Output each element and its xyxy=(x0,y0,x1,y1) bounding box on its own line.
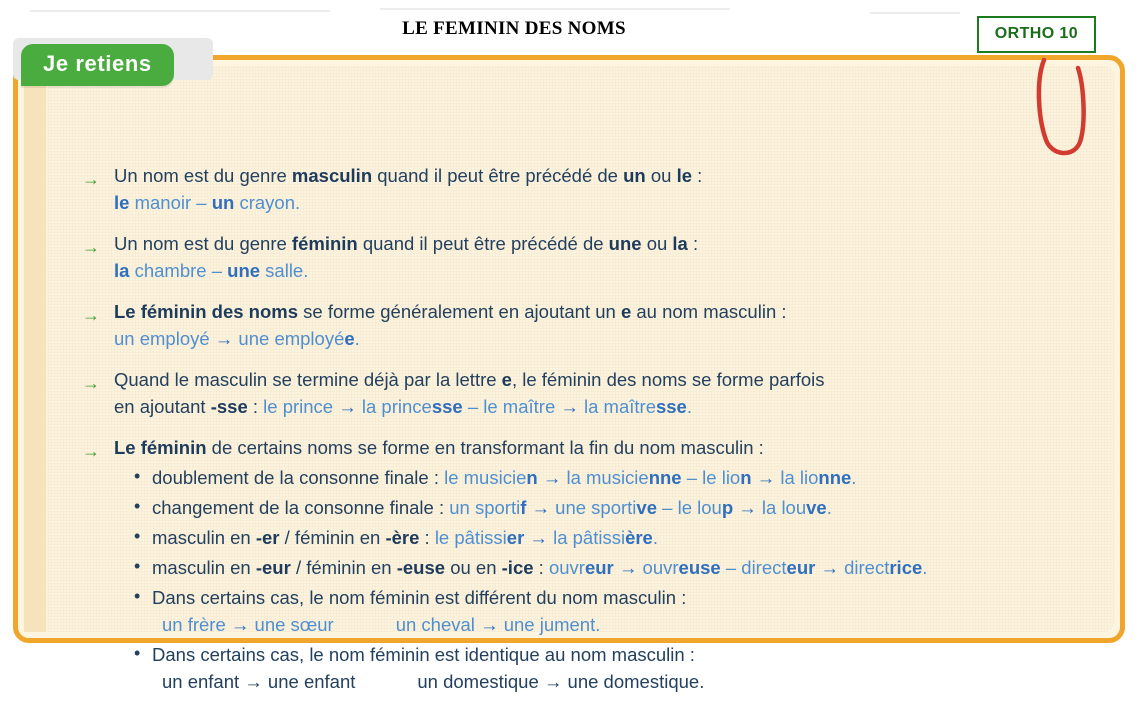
rule-text xyxy=(114,434,1102,461)
arrow-right-icon: → xyxy=(82,373,100,393)
example-highlight: rice xyxy=(889,557,923,578)
rule-text xyxy=(114,162,1102,189)
rule-keyword: Le féminin xyxy=(114,437,207,458)
arrow-right-icon: → xyxy=(214,328,234,349)
rule-suffix: -eur xyxy=(255,557,291,578)
rule-keyword: une xyxy=(608,233,642,254)
example-part: le lio xyxy=(702,467,741,488)
arrow-right-icon: → xyxy=(82,441,100,461)
rule-keyword: Le féminin des noms xyxy=(114,301,299,322)
arrow-right-icon: → xyxy=(82,237,100,257)
rule-text-part: Quand le masculin se termine déjà par la lettre xyxy=(114,369,502,390)
arrow-right-icon: → xyxy=(244,671,263,692)
rule-text-part: de certains noms se forme en transformant la fin du nom masculin : xyxy=(206,437,764,458)
example-highlight: n xyxy=(526,467,538,488)
arrow-right-icon: → xyxy=(543,671,563,692)
rule-text-part: Un nom est du genre xyxy=(114,233,292,254)
example-highlight: n xyxy=(740,467,752,488)
rule-sub-list xyxy=(114,464,1102,695)
rule-text-part: se forme généralement en ajoutant un xyxy=(298,301,621,322)
arrow-right-icon: → xyxy=(560,396,579,417)
example-highlight: sse xyxy=(431,396,463,417)
rule-text-part: au nom masculin : xyxy=(631,301,787,322)
example-part: . xyxy=(851,467,857,488)
rule-text-part: : xyxy=(687,233,699,254)
example-part: une employé xyxy=(233,328,345,349)
example-part: la lio xyxy=(780,467,819,488)
example-highlight: euse xyxy=(678,557,721,578)
rule-text xyxy=(114,230,1102,257)
rule-example xyxy=(114,325,1102,352)
rule-suffix: -ice xyxy=(501,557,534,578)
example-separator: – xyxy=(681,467,703,488)
page-title: LE FEMININ DES NOMS xyxy=(402,18,626,39)
item-label: doublement de la consonne finale : xyxy=(152,467,445,488)
item-label: / féminin en xyxy=(279,527,386,548)
rule-text-part: quand il peut être précédé de xyxy=(357,233,609,254)
example-part: direct xyxy=(844,557,890,578)
example-separator: – xyxy=(720,557,742,578)
example-highlight: ère xyxy=(625,527,653,548)
list-item xyxy=(132,464,1102,491)
example-part: le musicie xyxy=(444,467,527,488)
item-label: Dans certains cas, le nom féminin est identique au nom masculin : xyxy=(152,644,695,665)
example-part: . xyxy=(652,527,658,548)
example-part: . xyxy=(686,396,692,417)
item-label: : xyxy=(533,557,549,578)
rule-example xyxy=(114,189,1102,216)
rule-text-continued xyxy=(114,393,1102,420)
je-retiens-tab: Je retiens xyxy=(21,44,174,86)
arrow-right-icon: → xyxy=(82,305,100,325)
example-part: le maître xyxy=(483,396,561,417)
example-part: un frère xyxy=(162,614,231,635)
rule-text-part: , le féminin des noms se forme parfois xyxy=(511,369,825,390)
rule-text-part: en ajoutant xyxy=(114,396,211,417)
scan-artifact-line xyxy=(870,12,960,14)
example-highlight: er xyxy=(506,527,525,548)
example-part: un enfant xyxy=(162,671,245,692)
example-highlight: eur xyxy=(786,557,816,578)
rule-keyword: masculin xyxy=(291,165,373,186)
example-highlight: p xyxy=(721,497,734,518)
lesson-content xyxy=(82,162,1102,709)
item-label: masculin en xyxy=(152,527,256,548)
example-highlight: nne xyxy=(818,467,852,488)
example-part: crayon. xyxy=(234,192,301,213)
example-separator: – xyxy=(206,260,228,281)
arrow-right-icon: → xyxy=(480,614,499,635)
rule-text-part: quand il peut être précédé de xyxy=(372,165,624,186)
example-part: le xyxy=(114,192,130,213)
rule-ajout-e xyxy=(82,298,1102,352)
rule-letter: e xyxy=(501,369,512,390)
ortho-badge: ORTHO 10 xyxy=(977,16,1096,53)
rule-sse xyxy=(82,366,1102,420)
example-part: un domestique xyxy=(417,671,544,692)
example-highlight: f xyxy=(520,497,527,518)
example-part: la maître xyxy=(578,396,656,417)
rule-keyword: un xyxy=(623,165,646,186)
list-item xyxy=(132,494,1102,521)
arrow-right-icon: → xyxy=(526,497,556,518)
item-label: ou en xyxy=(445,557,502,578)
example-part: chambre xyxy=(129,260,207,281)
item-label: Dans certains cas, le nom féminin est différent du nom masculin : xyxy=(152,587,687,608)
example-part: . xyxy=(922,557,928,578)
example-part: ouvr xyxy=(548,557,585,578)
rule-keyword: le xyxy=(676,165,692,186)
example-highlight: e xyxy=(344,328,355,349)
scan-artifact-line xyxy=(30,10,330,12)
rule-example xyxy=(114,257,1102,284)
example-highlight: ve xyxy=(806,497,827,518)
card-paper-background xyxy=(24,66,1114,692)
example-pair-row xyxy=(152,668,1102,695)
list-item xyxy=(132,584,1102,638)
example-part: un cheval xyxy=(395,614,481,635)
example-highlight: eur xyxy=(584,557,614,578)
rule-transformations xyxy=(82,434,1102,695)
list-item xyxy=(132,641,1102,695)
item-label: : xyxy=(419,527,435,548)
arrow-right-icon: → xyxy=(338,396,357,417)
example-separator: – xyxy=(191,192,212,213)
example-part: un employé xyxy=(114,328,215,349)
example-part: une xyxy=(227,260,261,281)
arrow-right-icon: → xyxy=(733,497,762,518)
example-highlight: ve xyxy=(636,497,657,518)
item-label: changement de la consonne finale : xyxy=(152,497,450,518)
item-label: / féminin en xyxy=(290,557,397,578)
rule-keyword: la xyxy=(672,233,688,254)
list-item xyxy=(132,554,1102,581)
paper-clip-icon xyxy=(1034,56,1096,161)
example-part: . xyxy=(354,328,360,349)
rule-feminin xyxy=(82,230,1102,284)
example-part: la pâtissi xyxy=(553,527,626,548)
list-item xyxy=(132,524,1102,551)
rule-keyword: féminin xyxy=(291,233,358,254)
example-part: la prince xyxy=(356,396,432,417)
example-part: ouvr xyxy=(642,557,679,578)
rule-text-part: ou xyxy=(641,233,673,254)
arrow-right-icon: → xyxy=(815,557,845,578)
rule-suffix: -ère xyxy=(385,527,420,548)
arrow-right-icon: → xyxy=(82,169,100,189)
example-part: un sporti xyxy=(449,497,521,518)
rule-text xyxy=(114,298,1102,325)
rule-suffix: -euse xyxy=(396,557,446,578)
rule-letter: e xyxy=(620,301,632,322)
example-part: direct xyxy=(741,557,787,578)
example-separator: – xyxy=(462,396,484,417)
card-left-strip xyxy=(24,66,46,632)
example-part: une enfant xyxy=(262,671,356,692)
rule-suffix: -er xyxy=(255,527,280,548)
example-highlight: nne xyxy=(648,467,682,488)
arrow-right-icon: → xyxy=(613,557,643,578)
example-part: un xyxy=(211,192,235,213)
arrow-right-icon: → xyxy=(524,527,554,548)
example-separator: – xyxy=(657,497,678,518)
example-part: la musicie xyxy=(566,467,649,488)
example-pair-row xyxy=(152,611,1102,638)
rule-text-part: ou xyxy=(645,165,677,186)
rule-text-part: : xyxy=(692,165,703,186)
item-label: masculin en xyxy=(152,557,256,578)
example-part: la lou xyxy=(761,497,807,518)
example-part: manoir xyxy=(129,192,192,213)
example-part: le prince xyxy=(263,396,339,417)
arrow-right-icon: → xyxy=(230,614,250,635)
arrow-right-icon: → xyxy=(537,467,567,488)
example-part: . xyxy=(826,497,832,518)
example-part: une domestique. xyxy=(562,671,705,692)
example-part: salle. xyxy=(260,260,309,281)
scan-artifact-line xyxy=(380,8,730,10)
rule-text-part: : xyxy=(247,396,264,417)
example-part: le pâtissi xyxy=(434,527,507,548)
rule-masculin xyxy=(82,162,1102,216)
lesson-card xyxy=(13,55,1125,692)
rule-text xyxy=(114,366,1102,393)
example-part: une sporti xyxy=(555,497,637,518)
example-part: le lou xyxy=(677,497,722,518)
example-part: une sœur xyxy=(249,614,334,635)
example-part: une jument. xyxy=(498,614,601,635)
rule-text-part: Un nom est du genre xyxy=(114,165,292,186)
example-part: la xyxy=(114,260,130,281)
example-highlight: sse xyxy=(655,396,687,417)
rule-suffix: -sse xyxy=(210,396,248,417)
arrow-right-icon: → xyxy=(751,467,781,488)
